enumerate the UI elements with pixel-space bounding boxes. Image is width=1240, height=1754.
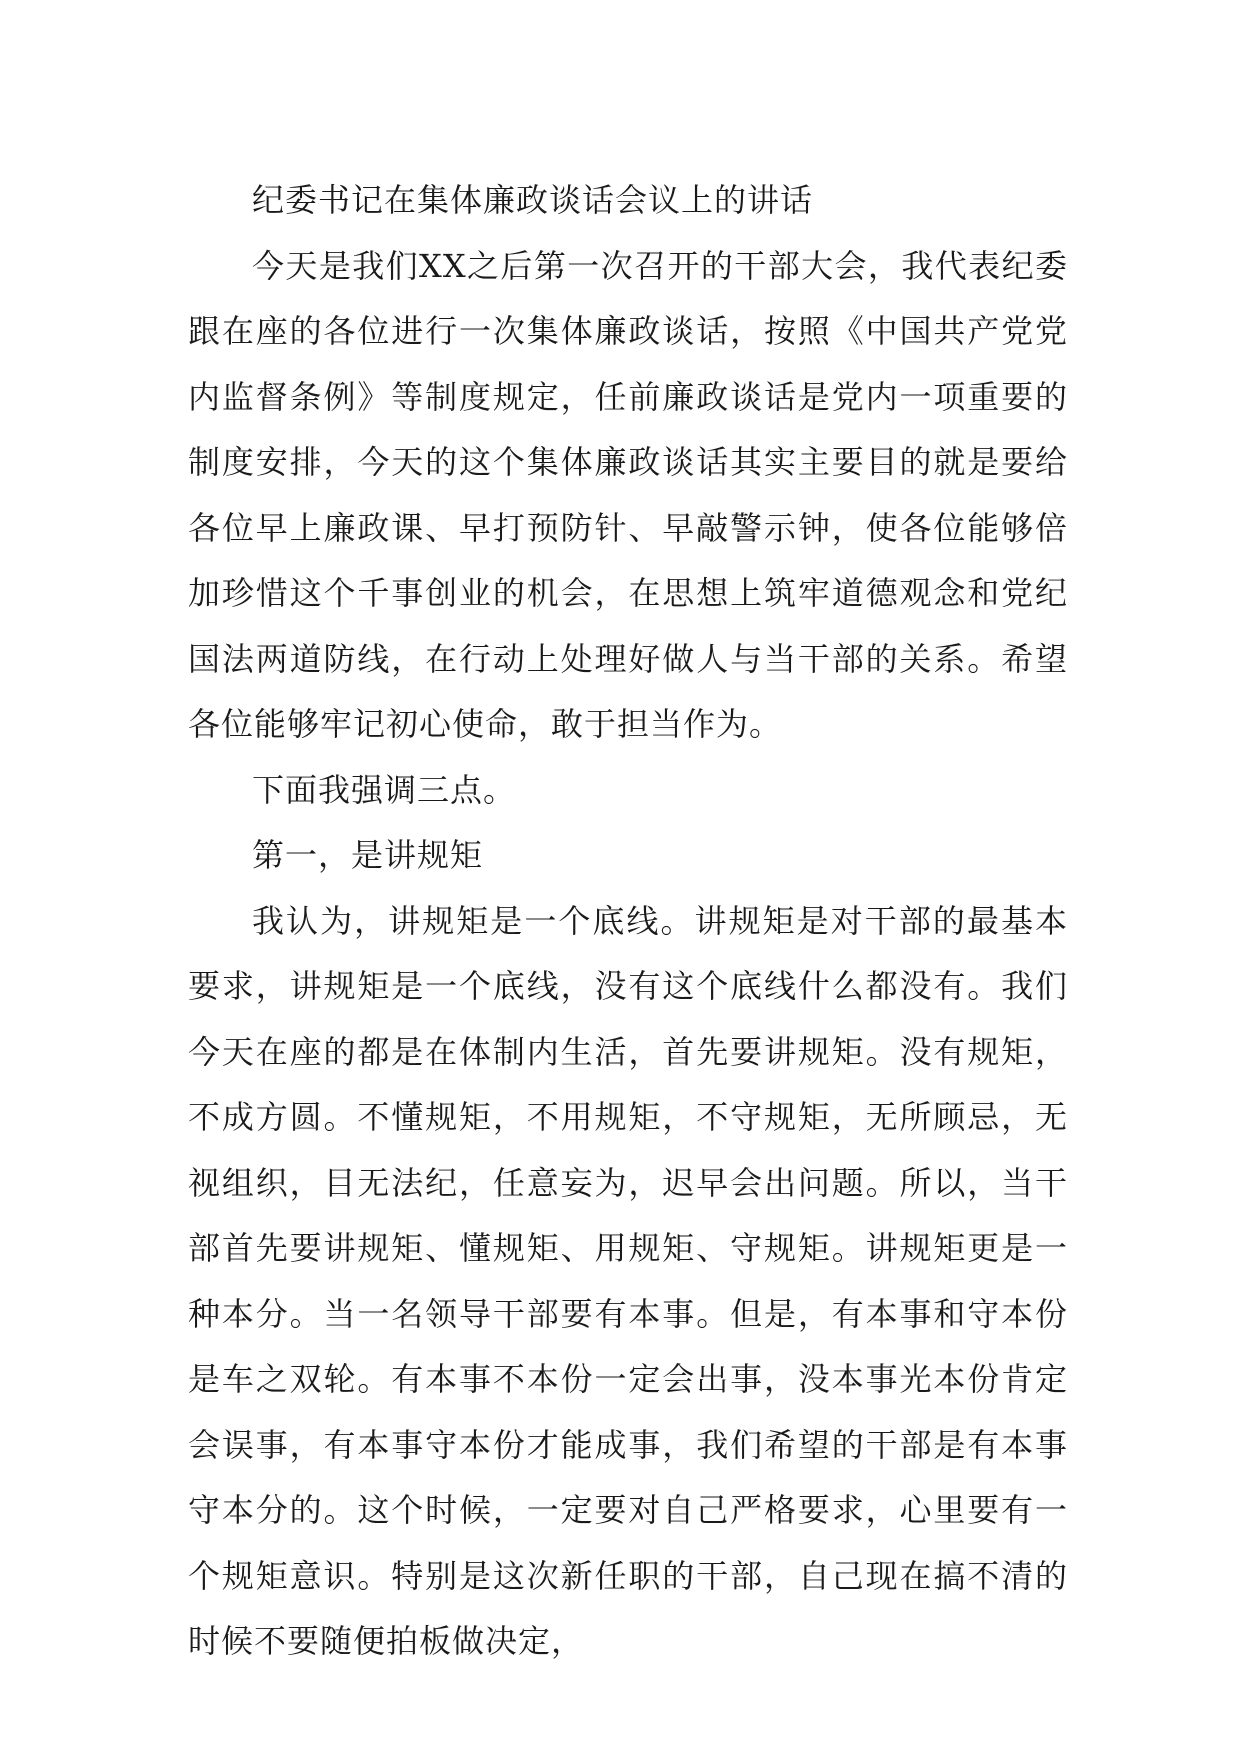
section-heading-first: 第一，是讲规矩 — [252, 836, 484, 874]
paragraph-intro: 今天是我们XX之后第一次召开的干部大会，我代表纪委跟在座的各位进行一次集体廉政谈话，按照《中国共产党党内监督条例》等制度规定，任前廉政谈话是党内一项重要的制度安排，今天的这个集体廉政谈话其实主要目的就是要给各位早上廉政课、早打预防针、早敲警示钟，使各位能够倍加珍惜这个千事创业的机会，在思想上筑牢道德观念和党纪国法两道防线，在行动上处理好做人与当干部的关系。希望各位能够牢记初心使命，敢于担当作为。 — [188, 246, 1068, 743]
document-page — [188, 168, 1068, 1675]
document-title: 纪委书记在集体廉政谈话会议上的讲话 — [252, 181, 814, 219]
paragraph-rules: 我认为，讲规矩是一个底线。讲规矩是对干部的最基本要求，讲规矩是一个底线，没有这个底线什么都没有。我们今天在座的都是在体制内生活，首先要讲规矩。没有规矩，不成方圆。不懂规矩，不用规矩，不守规矩，无所顾忌，无视组织，目无法纪，任意妄为，迟早会出问题。所以，当干部首先要讲规矩、懂规矩、用规矩、守规矩。讲规矩更是一种本分。当一名领导干部要有本事。但是，有本事和守本份是车之双轮。有本事不本份一定会出事，没本事光本份肯定会误事，有本事守本份才能成事，我们希望的干部是有本事守本分的。这个时候，一定要对自己严格要求，心里要有一个规矩意识。特别是这次新任职的干部，自己现在搞不清的时候不要随便拍板做决定， — [188, 901, 1068, 1660]
paragraph-three-points: 下面我强调三点。 — [252, 770, 517, 809]
